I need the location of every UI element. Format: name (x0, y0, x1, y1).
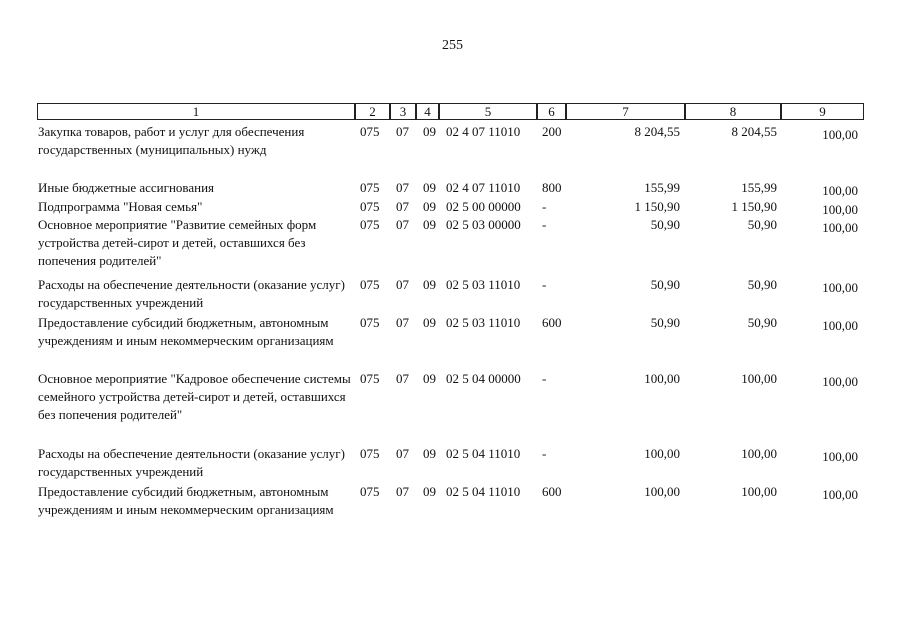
col-4: 09 (423, 217, 436, 232)
col-9: 100,00 (822, 487, 858, 502)
col-8: 100,00 (741, 371, 777, 386)
col-6: 800 (542, 180, 562, 195)
col-7: 50,90 (650, 315, 680, 330)
col-8: 8 204,55 (731, 124, 777, 139)
header-cell-8: 8 (685, 103, 781, 120)
header-cell-5: 5 (439, 103, 537, 120)
col-9: 100,00 (822, 202, 858, 217)
col-6: - (542, 199, 547, 214)
col-9: 100,00 (822, 318, 858, 333)
col-6: - (542, 371, 547, 386)
row-description: Основное мероприятие "Развитие семейных форм устройства детей-сирот и детей, оставшихся без попечения родителей" (38, 217, 317, 268)
col-2: 075 (360, 315, 380, 330)
col-7: 100,00 (644, 484, 680, 499)
col-9: 100,00 (822, 220, 858, 235)
col-6: 600 (542, 484, 562, 499)
col-7: 100,00 (644, 446, 680, 461)
row-description: Предоставление субсидий бюджетным, автономным учреждениям и иным некоммерческим организациям (38, 484, 334, 517)
header-cell-1: 1 (37, 103, 355, 120)
col-9: 100,00 (822, 127, 858, 142)
col-9: 100,00 (822, 449, 858, 464)
col-8: 100,00 (741, 484, 777, 499)
col-5: 02 5 04 11010 (446, 446, 521, 461)
col-5: 02 4 07 11010 (446, 180, 521, 195)
row-description: Основное мероприятие "Кадровое обеспечение системы семейного устройства детей-сирот и детей, оставшихся без попечения родителей" (38, 371, 351, 422)
col-4: 09 (423, 484, 436, 499)
page-number: 255 (442, 38, 463, 53)
col-3: 07 (396, 371, 409, 386)
row-description: Расходы на обеспечение деятельности (оказание услуг) государственных учреждений (38, 277, 345, 310)
col-9: 100,00 (822, 183, 858, 198)
header-cell-6: 6 (537, 103, 566, 120)
header-cell-4: 4 (416, 103, 439, 120)
col-6: 200 (542, 124, 562, 139)
col-2: 075 (360, 484, 380, 499)
col-4: 09 (423, 199, 436, 214)
col-5: 02 5 03 00000 (446, 217, 521, 232)
col-7: 50,90 (650, 217, 680, 232)
col-5: 02 5 00 00000 (446, 199, 521, 214)
col-3: 07 (396, 315, 409, 330)
col-4: 09 (423, 124, 436, 139)
row-description: Расходы на обеспечение деятельности (оказание услуг) государственных учреждений (38, 446, 345, 479)
col-2: 075 (360, 217, 380, 232)
col-3: 07 (396, 446, 409, 461)
col-8: 155,99 (741, 180, 777, 195)
col-2: 075 (360, 446, 380, 461)
col-5: 02 5 03 11010 (446, 277, 521, 292)
col-4: 09 (423, 446, 436, 461)
col-8: 100,00 (741, 446, 777, 461)
col-9: 100,00 (822, 280, 858, 295)
col-3: 07 (396, 124, 409, 139)
col-6: - (542, 446, 547, 461)
header-cell-9: 9 (781, 103, 864, 120)
col-3: 07 (396, 180, 409, 195)
col-8: 50,90 (747, 315, 777, 330)
col-2: 075 (360, 277, 380, 292)
col-3: 07 (396, 484, 409, 499)
col-2: 075 (360, 124, 380, 139)
col-5: 02 5 04 00000 (446, 371, 521, 386)
col-7: 155,99 (644, 180, 680, 195)
col-8: 50,90 (747, 277, 777, 292)
header-cell-3: 3 (390, 103, 416, 120)
col-5: 02 4 07 11010 (446, 124, 521, 139)
col-4: 09 (423, 315, 436, 330)
col-5: 02 5 04 11010 (446, 484, 521, 499)
col-6: 600 (542, 315, 562, 330)
col-6: - (542, 217, 547, 232)
col-5: 02 5 03 11010 (446, 315, 521, 330)
header-cell-7: 7 (566, 103, 685, 120)
col-4: 09 (423, 180, 436, 195)
row-description: Закупка товаров, работ и услуг для обеспечения государственных (муниципальных) нужд (38, 124, 305, 157)
col-9: 100,00 (822, 374, 858, 389)
row-description: Иные бюджетные ассигнования (38, 180, 215, 195)
header-cell-2: 2 (355, 103, 390, 120)
col-3: 07 (396, 277, 409, 292)
col-8: 1 150,90 (731, 199, 777, 214)
col-3: 07 (396, 217, 409, 232)
col-2: 075 (360, 199, 380, 214)
col-4: 09 (423, 371, 436, 386)
col-7: 1 150,90 (634, 199, 680, 214)
row-description: Предоставление субсидий бюджетным, автономным учреждениям и иным некоммерческим организациям (38, 315, 334, 348)
col-8: 50,90 (747, 217, 777, 232)
col-7: 100,00 (644, 371, 680, 386)
col-3: 07 (396, 199, 409, 214)
col-4: 09 (423, 277, 436, 292)
col-2: 075 (360, 371, 380, 386)
col-7: 50,90 (650, 277, 680, 292)
col-2: 075 (360, 180, 380, 195)
row-description: Подпрограмма "Новая семья" (38, 199, 203, 214)
col-7: 8 204,55 (634, 124, 680, 139)
col-6: - (542, 277, 547, 292)
